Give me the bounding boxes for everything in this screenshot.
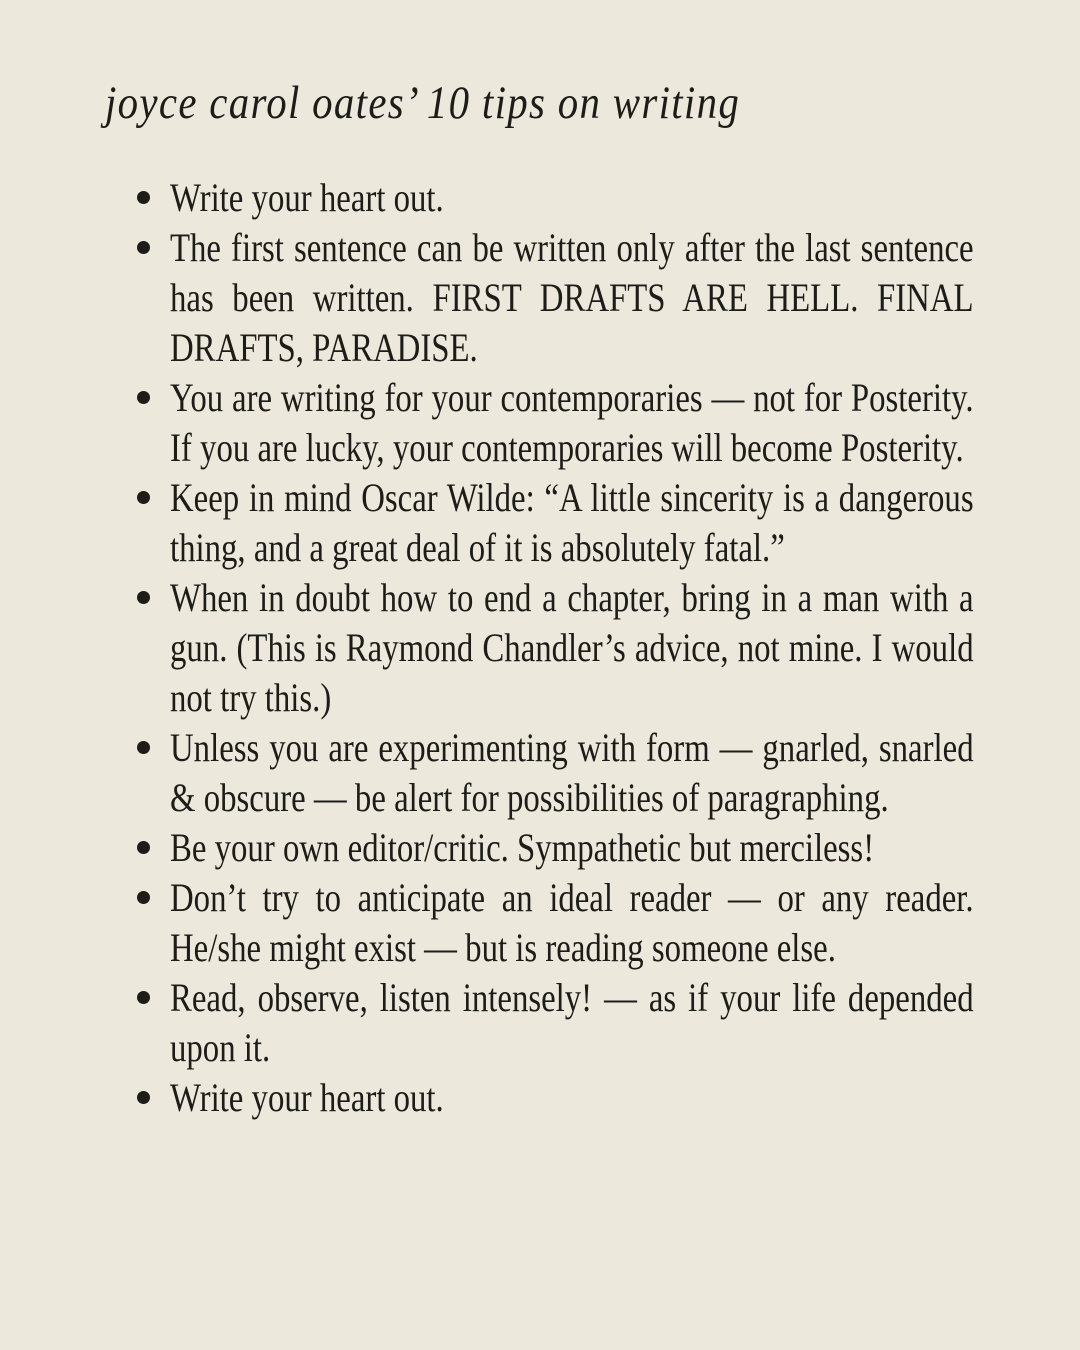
tip-item	[137, 173, 980, 223]
bullet-icon	[137, 491, 150, 504]
tip-item	[137, 223, 980, 373]
tip-text: Read, observe, listen intensely! — as if your life depended upon it.	[170, 974, 974, 1070]
tip-text: Write your heart out.	[170, 174, 444, 220]
bullet-icon	[137, 1091, 150, 1104]
tips-list	[137, 173, 980, 1123]
tip-item	[137, 973, 980, 1073]
bullet-icon	[137, 841, 150, 854]
tip-item	[137, 873, 980, 973]
page-title	[105, 78, 1080, 130]
tip-text: Be your own editor/critic. Sympathetic but merciless!	[170, 824, 875, 870]
tip-text: The first sentence can be written only after the last sentence has been written. FIRST DRAFTS ARE HELL. FINAL DRAFTS, PARADISE.	[170, 224, 974, 370]
tip-item	[137, 373, 980, 473]
bullet-icon	[137, 591, 150, 604]
tip-text: Don’t try to anticipate an ideal reader — or any reader. He/she might exist — but is reading someone else.	[170, 874, 974, 970]
bullet-icon	[137, 191, 150, 204]
bullet-icon	[137, 241, 150, 254]
tip-item	[137, 473, 980, 573]
tip-item	[137, 723, 980, 823]
tip-text: You are writing for your contemporaries — not for Posterity. If you are lucky, your contemporaries will become Posterity.	[170, 374, 974, 470]
bullet-icon	[137, 741, 150, 754]
bullet-icon	[137, 891, 150, 904]
tip-text: Unless you are experimenting with form — gnarled, snarled & obscure — be alert for possibilities of paragraphing.	[170, 724, 974, 820]
tip-text: When in doubt how to end a chapter, bring in a man with a gun. (This is Raymond Chandler’s advice, not mine. I would not try this.)	[170, 574, 974, 720]
bullet-icon	[137, 391, 150, 404]
tip-item	[137, 1073, 980, 1123]
page-title-text: joyce carol oates’ 10 tips on writing	[105, 77, 741, 129]
tip-text: Keep in mind Oscar Wilde: “A little sincerity is a dangerous thing, and a great deal of it is absolutely fatal.”	[170, 474, 974, 570]
bullet-icon	[137, 991, 150, 1004]
tip-text: Write your heart out.	[170, 1074, 444, 1120]
tip-item	[137, 823, 980, 873]
tip-item	[137, 573, 980, 723]
